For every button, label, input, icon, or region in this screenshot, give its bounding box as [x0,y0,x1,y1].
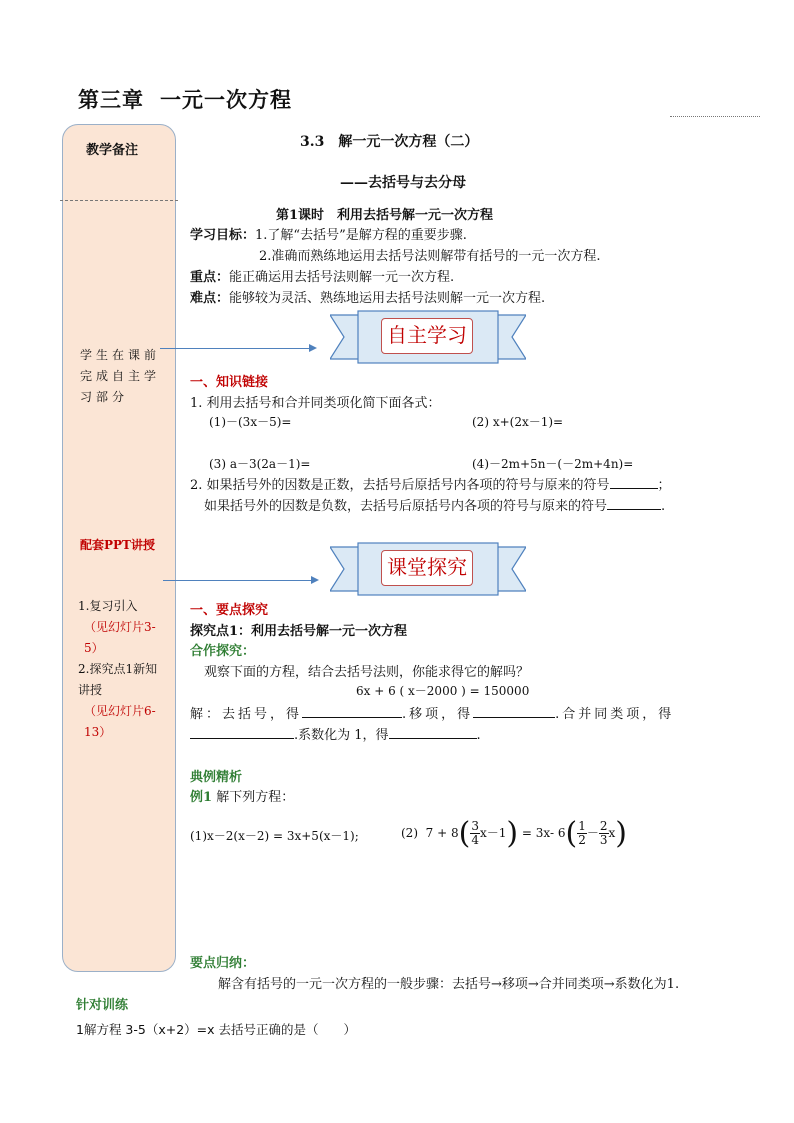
section-subtitle: ——去括号与去分母 [340,175,466,191]
class-explore-banner [330,541,526,597]
sidebar-note-self-study: 学生在课前完成自主学习部分 [80,348,161,404]
knowledge-heading: 一、知识链接 [190,375,269,390]
difficulty-label: 难点： [190,291,230,306]
difficulty-text: 能够较为灵活、熟练地运用去括号法则解一元一次方程. [229,291,546,306]
solution-line-2 [190,724,481,743]
training-heading: 针对训练 [76,998,129,1013]
self-study-label: 自主学习 [381,318,473,354]
chapter-number: 第三章 [78,87,144,112]
goal-label: 学习目标： [190,228,256,243]
arrow-head-icon [311,576,319,584]
coop-label: 合作探究： [190,644,256,659]
section-title: 3.3 解一元一次方程（二） [300,134,479,150]
knowledge-q2-line2 [204,495,665,514]
eq2-minus: － [586,826,599,840]
fraction-numerator: 2 [599,819,608,833]
expr-1: (1)－(3x－5)= [209,415,292,429]
solution-step-transpose: .移项，得 [402,707,474,722]
learning-goal-2: 2.准确而熟练地运用去括号法则解带有括号的一元一次方程. [259,249,601,264]
expr-2: (2) x+(2x－1)= [472,415,564,429]
header-dotted-rule [670,116,760,117]
sidebar-step-1-ref: （见幻灯片3-5） [84,620,156,655]
example-eq-1: (1)x－2(x－2) = 3x+5(x－1); [190,829,359,843]
q2-punct: ； [657,478,671,493]
sidebar-step-2: 2.探究点1新知讲授 [78,662,158,697]
period-title: 第1课时 利用去括号解一元一次方程 [276,208,494,223]
q2-positive-text: 2. 如果括号外的因数是正数，去括号后原括号内各项的符号与原来的符号 [190,478,610,493]
sidebar-divider [60,200,178,201]
sidebar-step-2-ref: （见幻灯片6-13） [84,704,156,739]
example-text: 解下列方程： [216,790,295,805]
answer-blank[interactable] [607,497,661,510]
fraction-denominator: 2 [578,833,586,847]
fraction-1-2 [577,820,587,847]
answer-blank[interactable] [302,705,402,718]
fraction-denominator: 3 [599,833,608,847]
solution-step-coefficient: .系数化为 1，得 [294,728,389,743]
example-eq-2: (2) 7 + 8( $\frac{3}{4}$ x－1) = 3x- 6( $\frac{1}{2}$ － $\frac{2}{3}$ x) [401,816,627,851]
goal-1-text: 1.了解“去括号”是解方程的重要步骤. [255,228,467,243]
summary-text: 解含有括号的一元一次方程的一般步骤：去括号→移项→合并同类项→系数化为1. [218,977,680,992]
key-text: 能正确运用去括号法则解一元一次方程. [229,270,455,285]
answer-blank[interactable] [190,726,294,739]
fraction-3-4 [470,820,480,847]
explore-point-1: 探究点1：利用去括号解一元一次方程 [190,624,408,639]
sidebar-title: 教学备注 [86,143,139,158]
fraction-numerator: 1 [578,819,586,833]
explore-heading: 一、要点探究 [190,603,269,618]
example-1 [190,786,294,805]
knowledge-q1: 1. 利用去括号和合并同类项化简下面各式： [190,396,441,411]
expr-3: (3) a－3(2a－1)= [209,457,311,471]
eq2-part-a: 7 + 8 [425,826,459,840]
difficulty [190,287,545,306]
explore-prompt: 观察下面的方程，结合去括号法则，你能求得它的解吗？ [204,665,530,680]
solution-step-expand: 解：去括号，得 [190,707,303,722]
fraction-numerator: 3 [471,819,479,833]
eq2-number: (2) [401,826,418,840]
q2-punct: . [661,499,666,514]
chapter-heading [78,84,292,114]
examples-heading: 典例精析 [190,770,243,785]
eq2-x: x [608,826,616,840]
explore-equation: 6x + 6 ( x－2000 ) = 150000 [356,684,530,698]
solution-step-combine: .合并同类项，得 [555,707,675,722]
fraction-denominator: 4 [471,833,479,847]
example-label: 例1 [190,790,213,805]
answer-blank[interactable] [389,726,477,739]
sidebar-steps [78,596,168,743]
fraction-2-3 [599,820,609,847]
answer-blank[interactable] [610,476,658,489]
knowledge-q2-line1 [190,474,671,493]
expr-4: (4)－2m+5n－(－2m+4n)= [472,457,634,471]
arrow-head-icon [309,344,317,352]
answer-blank[interactable] [473,705,555,718]
eq2-part-c: = 3x- 6 [521,826,566,840]
chapter-title: 一元一次方程 [160,87,292,112]
sidebar-step-1: 1.复习引入 [78,599,138,613]
key-point [190,266,454,285]
q2-negative-text: 如果括号外的因数是负数，去括号后原括号内各项的符号与原来的符号 [204,499,608,514]
arrow-to-self-study [160,348,310,349]
solution-end: . [476,728,481,743]
training-q1: 1解方程 3-5（x+2）=x 去括号正确的是（ ） [76,1022,357,1037]
eq2-part-b: x－1 [479,826,507,840]
key-label: 重点： [190,270,230,285]
solution-line-1 [190,703,674,722]
class-explore-label: 课堂探究 [381,550,473,586]
arrow-to-class-explore [163,580,312,581]
learning-goal-1 [190,224,467,243]
summary-heading: 要点归纳： [190,956,256,971]
sidebar-note-ppt: 配套PPT讲授 [80,538,155,552]
self-study-banner [330,309,526,365]
